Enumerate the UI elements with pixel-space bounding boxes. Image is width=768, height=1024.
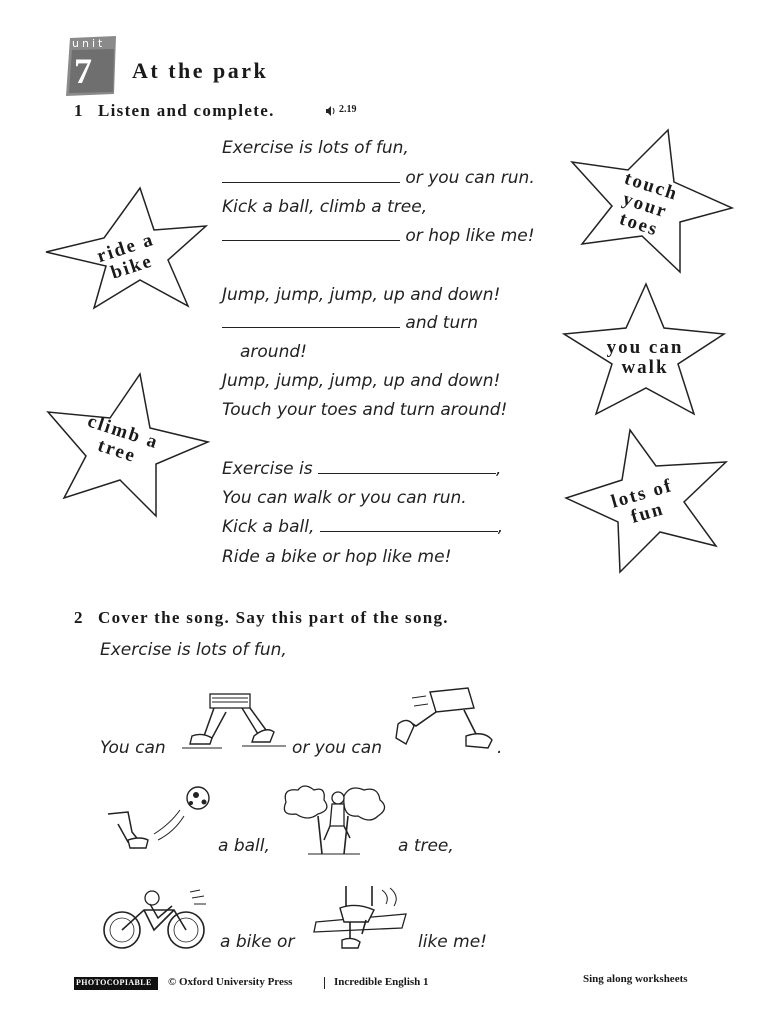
song-line-5: Jump, jump, jump, up and down! xyxy=(222,285,501,305)
answer-blank-1[interactable] xyxy=(222,168,400,183)
audio-icon xyxy=(324,104,336,118)
copyright-text: © Oxford University Press xyxy=(168,976,293,988)
track-number: 2.19 xyxy=(339,104,357,115)
kicking-ball-picture xyxy=(100,784,216,854)
song-line-9: Touch your toes and turn around! xyxy=(222,400,508,420)
photocopiable-label: PHOTOCOPIABLE xyxy=(76,978,152,987)
footer-divider xyxy=(324,977,325,989)
star-ride-a-bike: ride a bike xyxy=(94,228,158,284)
page-title: At the park xyxy=(132,58,269,83)
song-line-2: or you can run. xyxy=(222,168,535,188)
song-line-1: Exercise is lots of fun, xyxy=(222,138,409,158)
section2-instruction: Cover the song. Say this part of the song. xyxy=(98,608,449,627)
star-you-can-walk: you can walk xyxy=(606,337,684,378)
song-line-8: Jump, jump, jump, up and down! xyxy=(222,371,501,391)
answer-blank-2[interactable] xyxy=(222,226,400,241)
climbing-tree-picture xyxy=(278,782,394,858)
section2-number: 2 xyxy=(74,608,84,627)
song-line-6: and turn xyxy=(222,313,478,333)
section1-number: 1 xyxy=(74,101,84,120)
answer-blank-4[interactable] xyxy=(318,459,496,474)
running-legs-picture xyxy=(392,686,503,758)
walking-legs-picture xyxy=(182,690,290,754)
song-line-11: You can walk or you can run. xyxy=(222,488,467,508)
song-line-7: around! xyxy=(240,342,307,362)
star-lots-of-fun: lots of fun xyxy=(608,475,676,528)
text-like-me: like me! xyxy=(418,932,487,952)
song-line-10: Exercise is , xyxy=(222,459,502,479)
text-a-bike-or: a bike or xyxy=(220,932,295,952)
section1-instruction: Listen and complete. xyxy=(98,101,275,120)
answer-blank-3[interactable] xyxy=(222,313,400,328)
song-line-4: or hop like me! xyxy=(222,226,535,246)
hopping-picture xyxy=(310,882,414,954)
book-title: Incredible English 1 xyxy=(334,976,429,988)
text-or-you-can: or you can xyxy=(292,738,382,758)
worksheet-section: Sing along worksheets xyxy=(583,973,688,985)
text-period: . xyxy=(497,738,503,758)
star-touch-your-toes: touch your toes xyxy=(616,167,681,241)
section2-first-line: Exercise is lots of fun, xyxy=(100,640,287,660)
text-a-tree: a tree, xyxy=(398,836,454,856)
song-line-12: Kick a ball, , xyxy=(222,517,504,537)
unit-number: 7 xyxy=(74,51,92,91)
star-climb-a-tree: climb a tree xyxy=(84,410,162,468)
answer-blank-5[interactable] xyxy=(320,517,498,532)
song-line-13: Ride a bike or hop like me! xyxy=(222,547,452,567)
unit-label: unit xyxy=(72,37,106,50)
text-a-ball: a ball, xyxy=(218,836,270,856)
text-you-can: You can xyxy=(100,738,166,758)
bike-picture xyxy=(100,884,212,952)
song-line-3: Kick a ball, climb a tree, xyxy=(222,197,428,217)
